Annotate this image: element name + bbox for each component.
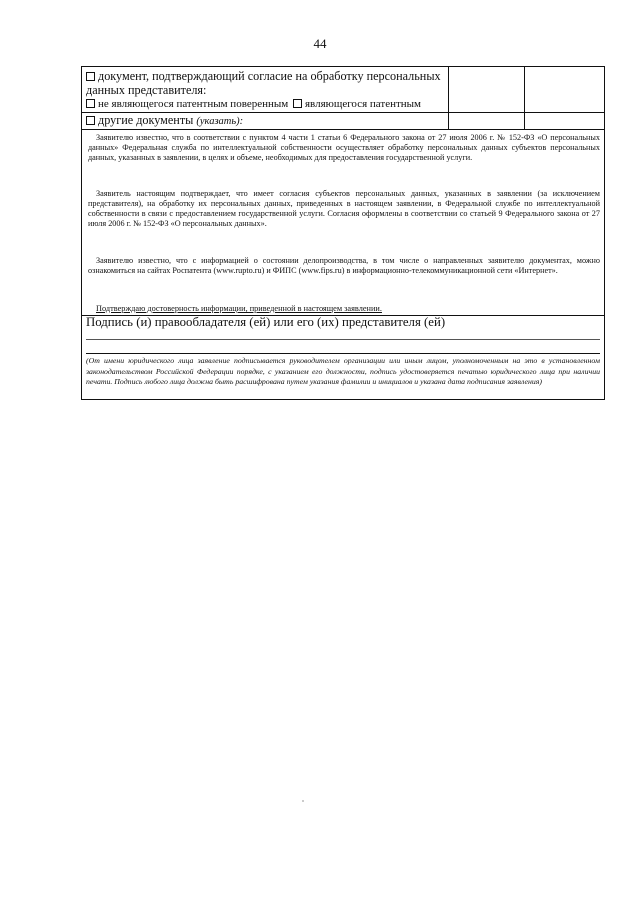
signature-title: Подпись (и) правообладателя (ей) или его (их) представителя (ей): [86, 315, 446, 329]
column-divider: [448, 112, 449, 129]
consent-confirmation-paragraph: Заявитель настоящим подтверждает, что имеет согласия субъектов персональных данных, указанных в заявлении (за исключением представителя), на обработку их персональных данных, приведенных в настоящем заявлении, в Федеральной службе по интеллектуальной собственности в связи с предоставлением государственной услуги. Согласия оформлены в соответствии со статьей 9 Федерального закона от 27 июля 2006 г. № 152-ФЗ «О персональных данных».: [88, 189, 600, 228]
case-status-info-paragraph: Заявителю известно, что с информацией о состоянии делопроизводства, в том числе о направленных заявителю документах, можно ознакомиться на сайтах Роспатента (www.rupto.ru) и ФИПС (www.fips.ru) в информационно-телекоммуникационной сети «Интернет».: [88, 256, 600, 275]
other-documents-checkbox[interactable]: [86, 116, 95, 125]
signature-note: (От имени юридического лица заявление подписывается руководителем организации или иным лицом, уполномоченным на это в установленном законодательством Российской Федерации порядке, с указанием его должности, подпись удостоверяется печатью юридического лица при наличии печати. Подпись любого лица должна быть расшифрована путем указания фамилии и инициалов и указана дата подписания заявления): [86, 356, 600, 386]
representative-options: [86, 98, 446, 111]
signature-field[interactable]: [86, 339, 600, 340]
column-divider: [524, 112, 525, 129]
signature-underline: [86, 353, 600, 354]
other-documents-row: [82, 112, 604, 130]
scan-speck: [302, 800, 304, 802]
not-attorney-checkbox[interactable]: [86, 99, 95, 108]
column-divider: [448, 67, 449, 112]
consent-document-row: [82, 67, 604, 113]
column-divider: [524, 67, 525, 112]
consent-document-label: документ, подтверждающий согласие на обработку персональных данных представителя:: [86, 69, 441, 97]
attorney-checkbox[interactable]: [293, 99, 302, 108]
personal-data-processing-paragraph: Заявителю известно, что в соответствии с пунктом 4 части 1 статьи 6 Федерального закона от 27 июля 2006 г. № 152-ФЗ «О персональных данных» Федеральная служба по интеллектуальной собственности осуществляет обработку персональных данных субъектов персональных данных, указанных в заявлении, в целях и объеме, необходимых для предоставления государственной услуги.: [88, 133, 600, 162]
attorney-label: являющегося патентным: [304, 98, 422, 110]
not-attorney-label: не являющегося патентным поверенным: [98, 98, 289, 110]
other-documents-label: другие документы: [98, 113, 194, 127]
consent-document-checkbox[interactable]: [86, 72, 95, 81]
accuracy-confirmation: Подтверждаю достоверность информации, приведенной в настоящем заявлении.: [96, 304, 382, 313]
page-number: 44: [313, 36, 327, 51]
application-form-fragment: [81, 66, 605, 400]
consent-document-cell: [86, 69, 446, 111]
other-documents-hint: (указать):: [196, 116, 244, 127]
other-documents-cell: [86, 112, 243, 130]
